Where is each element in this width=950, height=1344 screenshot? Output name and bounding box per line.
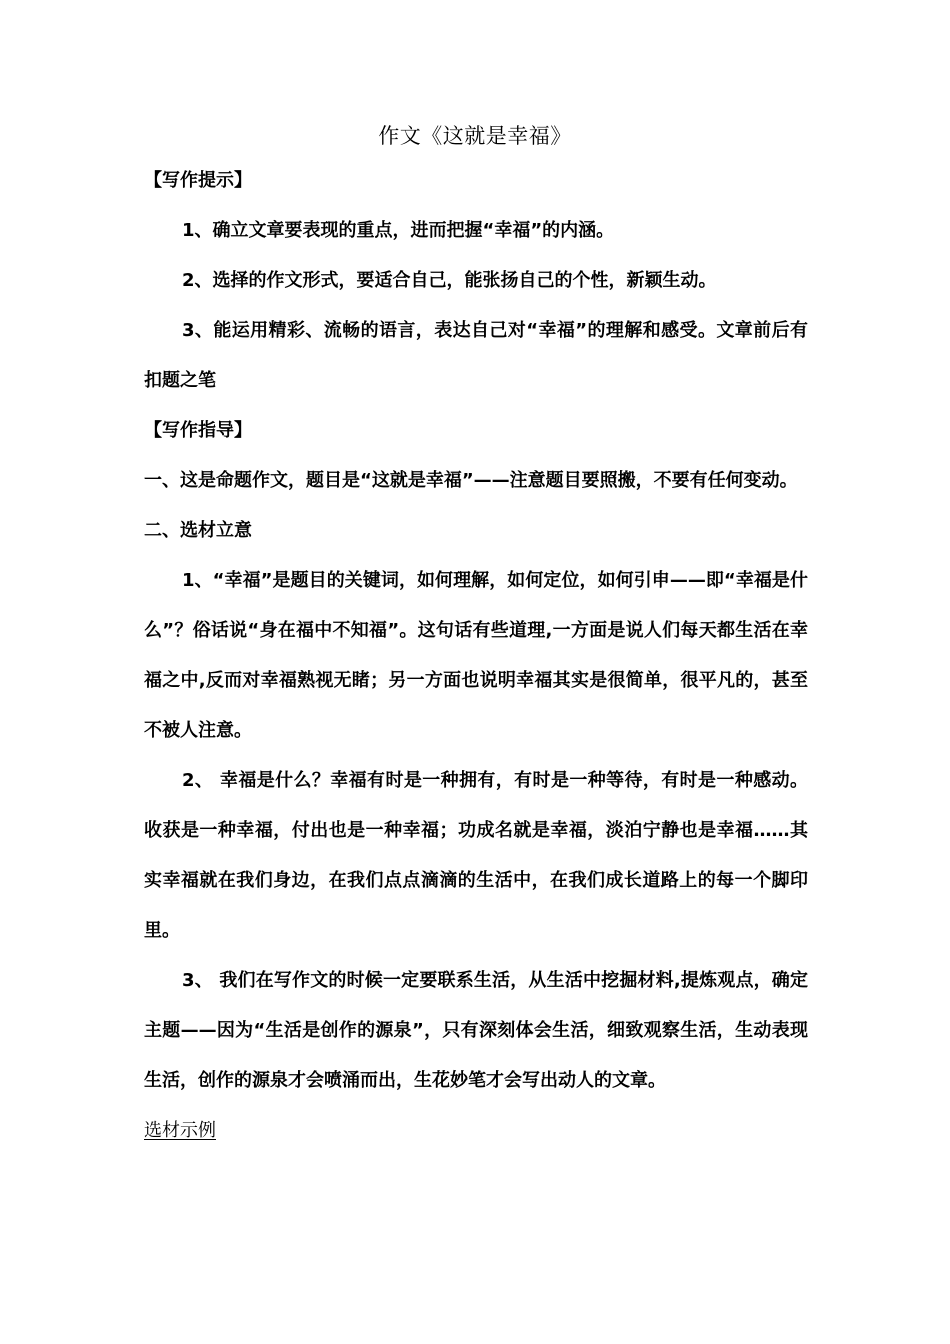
section-2-item-1: 1、“幸福”是题目的关键词，如何理解，如何定位，如何引申——即“幸福是什么”？俗话说“身在福中不知福”。这句话有些道理,一方面是说人们每天都生活在幸福之中,反而对幸福熟视无睹；另一方面也说明幸福其实是很简单，很平凡的，甚至不被人注意。 xyxy=(144,570,808,741)
sample-heading-line xyxy=(144,1106,808,1156)
document-body xyxy=(144,156,808,1156)
document-title: 作文《这就是幸福》 xyxy=(378,124,572,148)
section-1-paragraph: 一、这是命题作文，题目是“这就是幸福”——注意题目要照搬，不要有任何变动。 xyxy=(144,470,798,491)
guide-heading: 【写作指导】 xyxy=(144,420,252,441)
tip-item-3: 3、能运用精彩、流畅的语言，表达自己对“幸福”的理解和感受。文章前后有扣题之笔 xyxy=(144,320,808,391)
section-2-item-3: 3、 我们在写作文的时候一定要联系生活，从生活中挖掘材料,提炼观点，确定主题——因为“生活是创作的源泉”，只有深刻体会生活，细致观察生活，生动表现生活，创作的源泉才会喷涌而出，生花妙笔才会写出动人的文章。 xyxy=(144,970,808,1091)
section-2-heading: 二、选材立意 xyxy=(144,520,252,541)
tips-heading: 【写作提示】 xyxy=(144,170,252,191)
tip-item-2: 2、选择的作文形式，要适合自己，能张扬自己的个性，新颖生动。 xyxy=(182,270,717,291)
tip-item-1: 1、确立文章要表现的重点，进而把握“幸福”的内涵。 xyxy=(182,220,615,241)
section-2-item-2: 2、 幸福是什么？幸福有时是一种拥有，有时是一种等待，有时是一种感动。收获是一种幸福，付出也是一种幸福；功成名就是幸福，淡泊宁静也是幸福……其实幸福就在我们身边，在我们点点滴滴的生活中，在我们成长道路上的每一个脚印里。 xyxy=(144,770,808,941)
sample-heading: 选材示例 xyxy=(144,1120,216,1141)
